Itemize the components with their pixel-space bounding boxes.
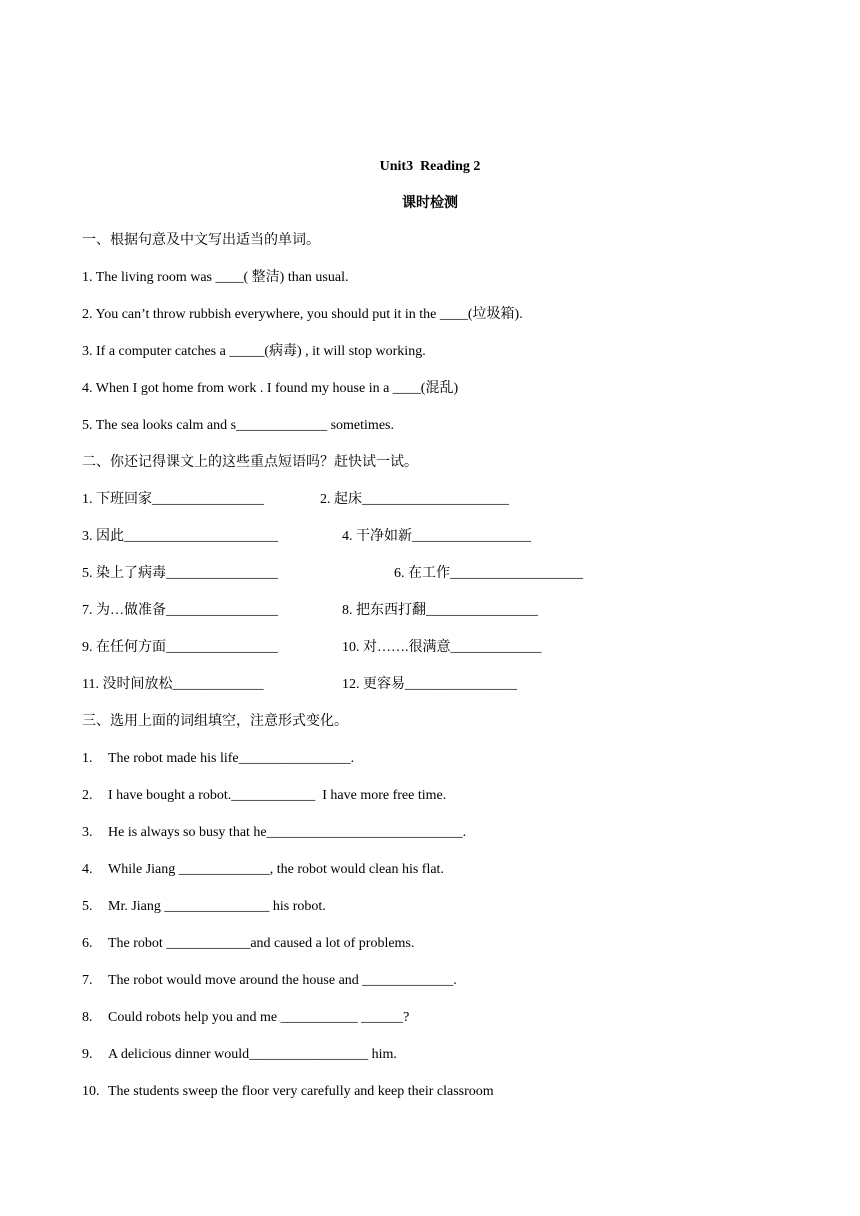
fill-item-number: 5. bbox=[82, 899, 93, 914]
fill-item-text: The robot would move around the house and _____________. bbox=[108, 973, 457, 988]
fill-item-number: 2. bbox=[82, 788, 93, 803]
phrase-item-2: 2. 起床_____________________ bbox=[320, 492, 509, 507]
fill-item-number: 9. bbox=[82, 1047, 93, 1062]
phrase-item-11: 11. 没时间放松_____________ bbox=[82, 677, 264, 692]
phrase-item-3: 3. 因此______________________ bbox=[82, 529, 278, 544]
section1-item-5: 5. The sea looks calm and s_____________ sometimes. bbox=[82, 418, 394, 433]
fill-item-text: While Jiang _____________, the robot would clean his flat. bbox=[108, 862, 444, 877]
fill-item-number: 1. bbox=[82, 751, 93, 766]
section1-item-1: 1. The living room was ____( 整洁) than usual. bbox=[82, 270, 349, 285]
section1-item-4: 4. When I got home from work . I found my house in a ____(混乱) bbox=[82, 381, 459, 396]
section2-heading: 二、你还记得课文上的这些重点短语吗？赶快试一试。 bbox=[82, 455, 418, 470]
fill-item-number: 3. bbox=[82, 825, 93, 840]
section3-heading: 三、选用上面的词组填空，注意形式变化。 bbox=[82, 714, 348, 729]
fill-item-text: A delicious dinner would_________________ him. bbox=[108, 1047, 397, 1062]
phrase-item-6: 6. 在工作___________________ bbox=[394, 566, 583, 581]
fill-item-text: The robot ____________and caused a lot of problems. bbox=[108, 936, 415, 951]
phrase-item-4: 4. 干净如新_________________ bbox=[342, 529, 531, 544]
fill-item-number: 10. bbox=[82, 1084, 100, 1099]
fill-item-text: I have bought a robot.____________ I have more free time. bbox=[108, 788, 447, 803]
fill-item-number: 7. bbox=[82, 973, 93, 988]
phrase-item-5: 5. 染上了病毒________________ bbox=[82, 566, 278, 581]
fill-item-text: Could robots help you and me ___________ ______? bbox=[108, 1010, 410, 1025]
fill-item-text: Mr. Jiang _______________ his robot. bbox=[108, 899, 326, 914]
fill-item-number: 8. bbox=[82, 1010, 93, 1025]
section1-heading: 一、根据句意及中文写出适当的单词。 bbox=[82, 233, 320, 248]
phrase-item-12: 12. 更容易________________ bbox=[342, 677, 517, 692]
phrase-item-8: 8. 把东西打翻________________ bbox=[342, 603, 538, 618]
section1-item-3: 3. If a computer catches a _____(病毒) , it will stop working. bbox=[82, 344, 426, 359]
fill-item-text: He is always so busy that he____________________________. bbox=[108, 825, 467, 840]
phrase-item-1: 1. 下班回家________________ bbox=[82, 492, 264, 507]
page-subtitle: 课时检测 bbox=[402, 196, 458, 211]
section1-item-2: 2. You can’t throw rubbish everywhere, you should put it in the ____(垃圾箱). bbox=[82, 307, 523, 322]
phrase-item-10: 10. 对…….很满意_____________ bbox=[342, 640, 542, 655]
page-title: Unit3 Reading 2 bbox=[379, 159, 481, 174]
fill-item-text: The students sweep the floor very carefully and keep their classroom bbox=[108, 1084, 494, 1099]
fill-item-number: 6. bbox=[82, 936, 93, 951]
fill-item-number: 4. bbox=[82, 862, 93, 877]
phrase-item-7: 7. 为…做准备________________ bbox=[82, 603, 278, 618]
fill-item-text: The robot made his life________________. bbox=[108, 751, 355, 766]
phrase-item-9: 9. 在任何方面________________ bbox=[82, 640, 278, 655]
